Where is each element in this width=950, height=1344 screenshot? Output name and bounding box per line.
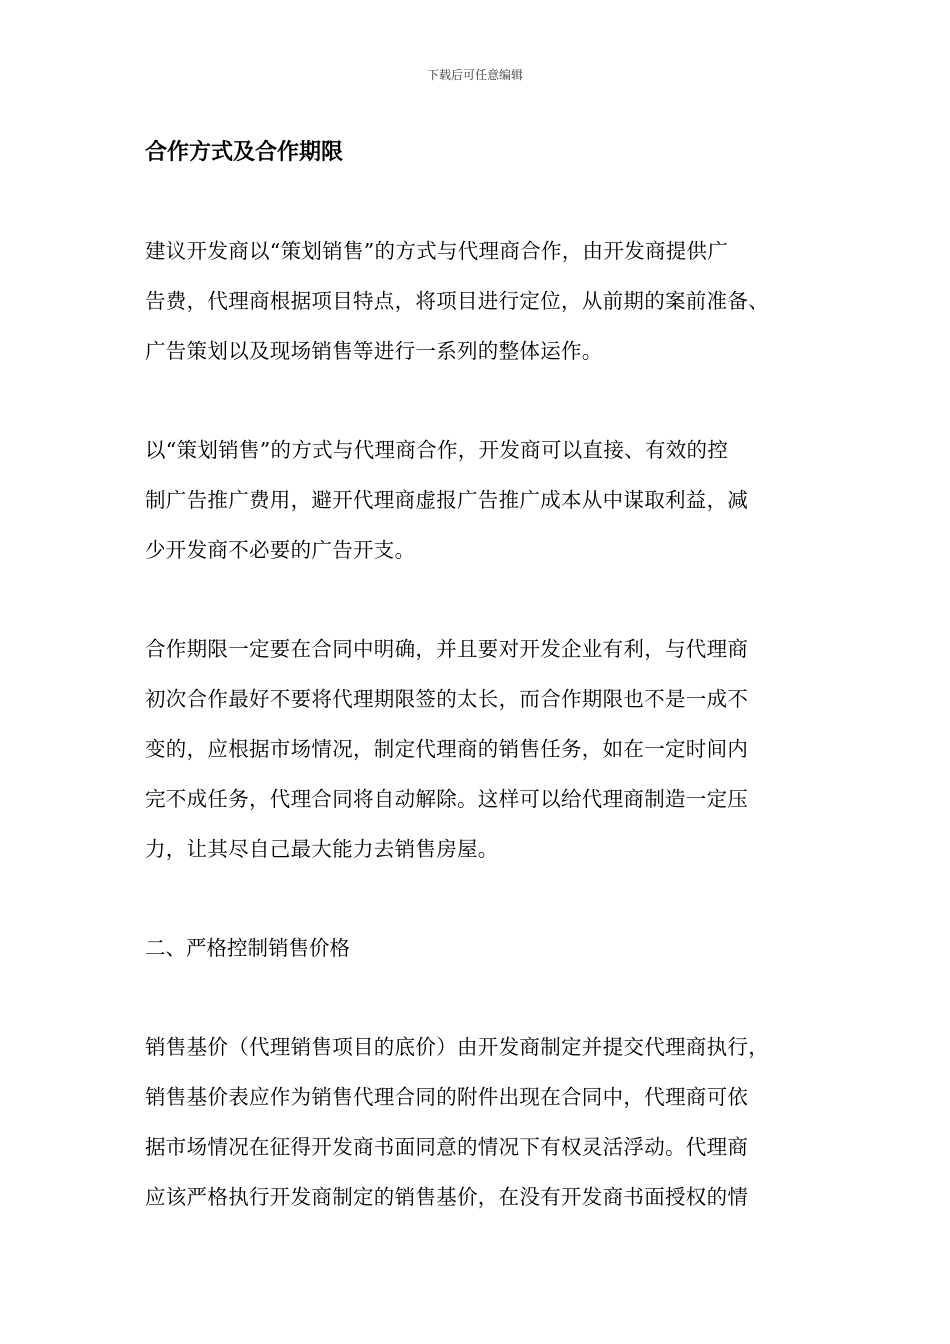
page-title: 合作方式及合作期限 <box>145 139 344 165</box>
paragraph-line: 初次合作最好不要将代理期限签的太长，而合作期限也不是一成不 <box>145 687 749 711</box>
paragraph-line: 销售基价表应作为销售代理合同的附件出现在合同中，代理商可依 <box>145 1085 749 1109</box>
paragraph-line: 变的，应根据市场情况，制定代理商的销售任务，如在一定时间内 <box>145 737 749 761</box>
paragraph-line: 力，让其尽自己最大能力去销售房屋。 <box>145 837 499 861</box>
paragraph-line: 合作期限一定要在合同中明确，并且要对开发企业有利，与代理商 <box>145 637 749 661</box>
paragraph-line: 告费，代理商根据项目特点，将项目进行定位，从前期的案前准备、 <box>145 289 769 313</box>
paragraph-cooperation-term <box>145 624 835 874</box>
paragraph-line: 应该严格执行开发商制定的销售基价，在没有开发商书面授权的情 <box>145 1185 749 1209</box>
paragraph-line: 少开发商不必要的广告开支。 <box>145 538 416 562</box>
paragraph-line: 制广告推广费用，避开代理商虚报广告推广成本从中谋取利益，减 <box>145 488 749 512</box>
paragraph-line: 以“策划销售”的方式与代理商合作，开发商可以直接、有效的控 <box>145 438 729 462</box>
paragraph-sales-price <box>145 1022 835 1222</box>
paragraph-cooperation-mode <box>145 226 835 376</box>
paragraph-line: 完不成任务，代理合同将自动解除。这样可以给代理商制造一定压 <box>145 787 749 811</box>
paragraph-line: 据市场情况在征得开发商书面同意的情况下有权灵活浮动。代理商 <box>145 1135 749 1159</box>
paragraph-line: 销售基价（代理销售项目的底价）由开发商制定并提交代理商执行， <box>145 1035 769 1059</box>
header-note: 下载后可任意编辑 <box>426 68 523 82</box>
paragraph-line: 广告策划以及现场销售等进行一系列的整体运作。 <box>145 339 603 363</box>
paragraph-cost-control <box>145 425 835 575</box>
paragraph-line: 建议开发商以“策划销售”的方式与代理商合作，由开发商提供广 <box>145 239 729 263</box>
section-heading: 二、严格控制销售价格 <box>145 936 350 960</box>
